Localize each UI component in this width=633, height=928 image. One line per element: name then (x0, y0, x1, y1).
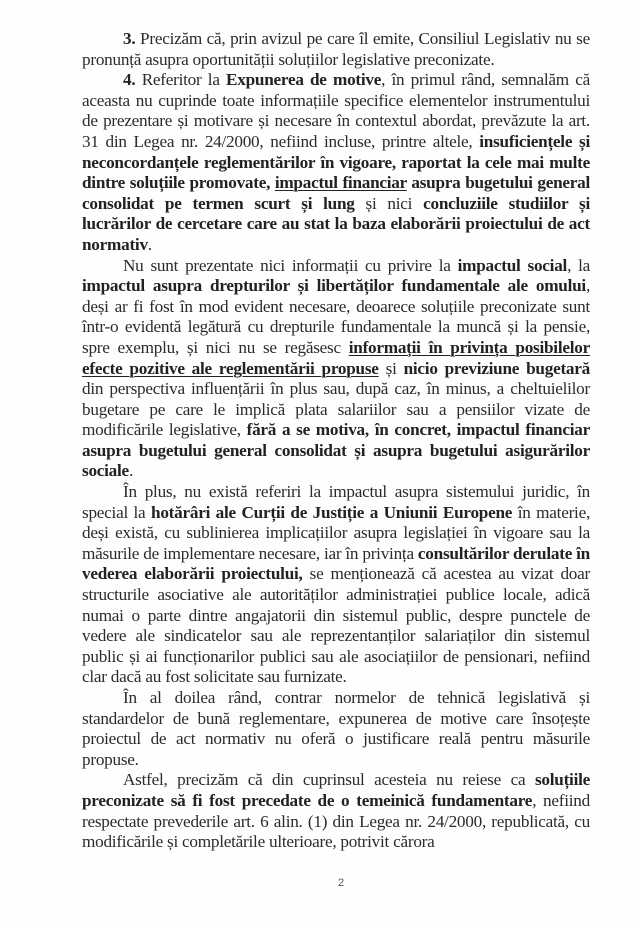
bold-text: soluțiile preconizate să fi fost precedate de o temeinică fundamentare (82, 770, 590, 810)
text-run: , deși ar fi fost în mod evident necesare, deoarece soluțiile preconizate sunt într-o evidentă legătură cu drepturile fundamentale la muncă și la pensie, spre exemplu, și nici nu se regăsesc (82, 276, 590, 357)
text-run: . (147, 234, 152, 254)
paragraph-impact-sistem-juridic (82, 482, 590, 688)
bold-text: 3. (123, 29, 136, 48)
bold-text: impactul asupra drepturilor și libertăților fundamentale ale omului (82, 276, 586, 296)
bold-text: Expunerea de motive (226, 70, 382, 90)
text-run: și nici (354, 193, 424, 213)
bold-text: consultărilor derulate în vederea elaborării proiectului, (82, 543, 590, 584)
text-run: În al doilea rând, contrar normelor de tehnică legislativă și standardelor de bună reglementare, expunerea de motive care însoțește proiectul de act normativ nu oferă o justificare reală pentru măsurile propuse. (82, 688, 590, 769)
text-run: Nu sunt prezentate nici informații cu privire la (123, 255, 458, 275)
text-run: în materie, deși există, cu sublinierea implicațiilor asupra legislației în vigoare sau la măsurile de implementare necesare, iar în privința (82, 502, 590, 563)
paragraph-point-4-expunerea-de-motive (82, 70, 590, 255)
emphasized-underlined-text: impactul financiar (274, 173, 407, 193)
text-run: se menționează că acestea au vizat doar structurile asociative ale autorităților administrației publice locale, adică numai o parte dintre angajatorii din sistemul public, despre punctele de vedere ale sindicatelor sau ale reprezentanților salariaților din sistemul public și ai funcționarilor publici sau ale asociațiilor de pensionari, nefiind clar dacă au fost solicitate sau furnizate. (82, 564, 590, 687)
emphasized-underlined-text: informații în privința posibilelor efecte pozitive ale reglementării propuse (82, 337, 590, 378)
paragraph-point-3 (82, 29, 590, 70)
bold-text: 4. (123, 70, 136, 90)
text-run: și (378, 358, 404, 378)
paragraph-impact-social (82, 256, 590, 483)
bold-text: concluziile studiilor și lucrărilor de cercetare care au stat la baza elaborării proiectului de act normativ (82, 193, 590, 254)
bold-text: fără a se motiva, în concret, impactul financiar asupra bugetului general consolidat și asupra bugetului asigurărilor sociale (82, 420, 590, 481)
bold-text: asupra bugetului general consolidat pe termen scurt și lung (82, 173, 591, 213)
text-run: . (128, 461, 133, 481)
paragraph-al-doilea-rand (82, 688, 590, 770)
text-run: , la (567, 255, 590, 275)
bold-text: nicio previziune bugetară (403, 358, 590, 378)
bold-text: impactul social (457, 255, 568, 275)
bold-text: insuficiențele și neconcordanțele reglementărilor în vigoare, raportat la cele mai multe dintre soluțiile promovate, (82, 131, 590, 193)
text-run: În plus, nu există referiri la impactul asupra sistemului juridic, în special la (82, 482, 590, 522)
paragraph-astfel (82, 770, 590, 852)
bold-text: hotărâri ale Curții de Justiție a Uniunii Europene (151, 502, 513, 522)
text-run: Precizăm că, prin avizul pe care îl emite, Consiliul Legislativ nu se pronunță asupra oportunității soluțiilor legislative preconizate. (82, 29, 590, 69)
document-body (82, 29, 590, 853)
text-run: din perspectiva influențării în plus sau, după caz, în minus, a cheltuielilor bugetare pe care le implică plata salariilor sau a pensiilor vizate de modificările legislative, (82, 379, 590, 440)
text-run: Astfel, precizăm că din cuprinsul acesteia nu reiese ca (123, 770, 535, 790)
text-run: , nefiind respectate prevederile art. 6 alin. (1) din Legea nr. 24/2000, republicată, cu modificările și completările ulterioare, potrivit cărora (82, 790, 590, 852)
page-number: 2 (337, 877, 345, 889)
text-run: Referitor la (135, 70, 227, 90)
text-run: , în primul rând, semnalăm că aceasta nu cuprinde toate informațiile specifice elementelor instrumentului de prezentare și motivare și necesare în contextul abordat, prevăzute la art. 31 din Legea nr. 24/2000, nefiind incluse, printre altele, (82, 70, 590, 151)
